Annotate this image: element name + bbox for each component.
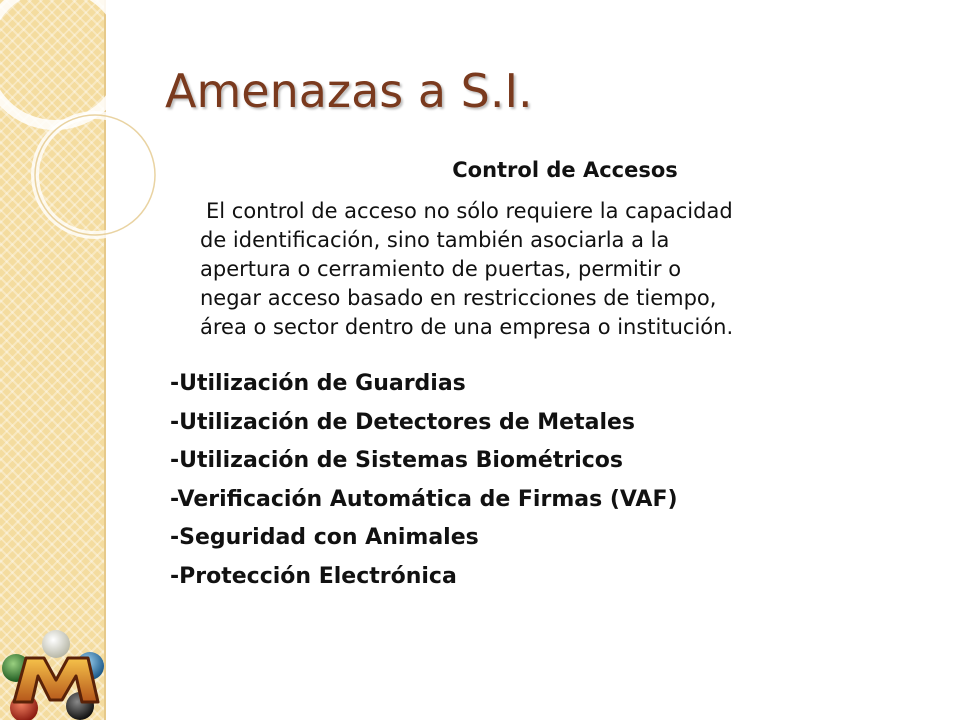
ring-decoration-icon [0,0,170,300]
measures-list [170,365,678,596]
list-item: -Utilización de Sistemas Biométricos [170,448,623,473]
list-item: -Utilización de Guardias [170,371,466,396]
slide-title: Amenazas a S.I. [165,64,533,118]
section-subtitle: Control de Accesos [452,158,678,182]
list-item: -Utilización de Detectores de Metales [170,409,636,435]
list-item: -Seguridad con Animales [170,525,479,550]
magic-m-logo-icon [0,628,112,720]
list-item: -Protección Electrónica [170,563,457,589]
description-paragraph: El control de acceso no sólo requiere la capacidad de identificación, sino también asociarla a la apertura o cerramiento de puertas, permitir o negar acceso basado en restricciones de tiempo, área o sector dentro de una empresa o institución. [200,199,734,339]
list-item: -Verificación Automática de Firmas (VAF) [170,486,678,512]
